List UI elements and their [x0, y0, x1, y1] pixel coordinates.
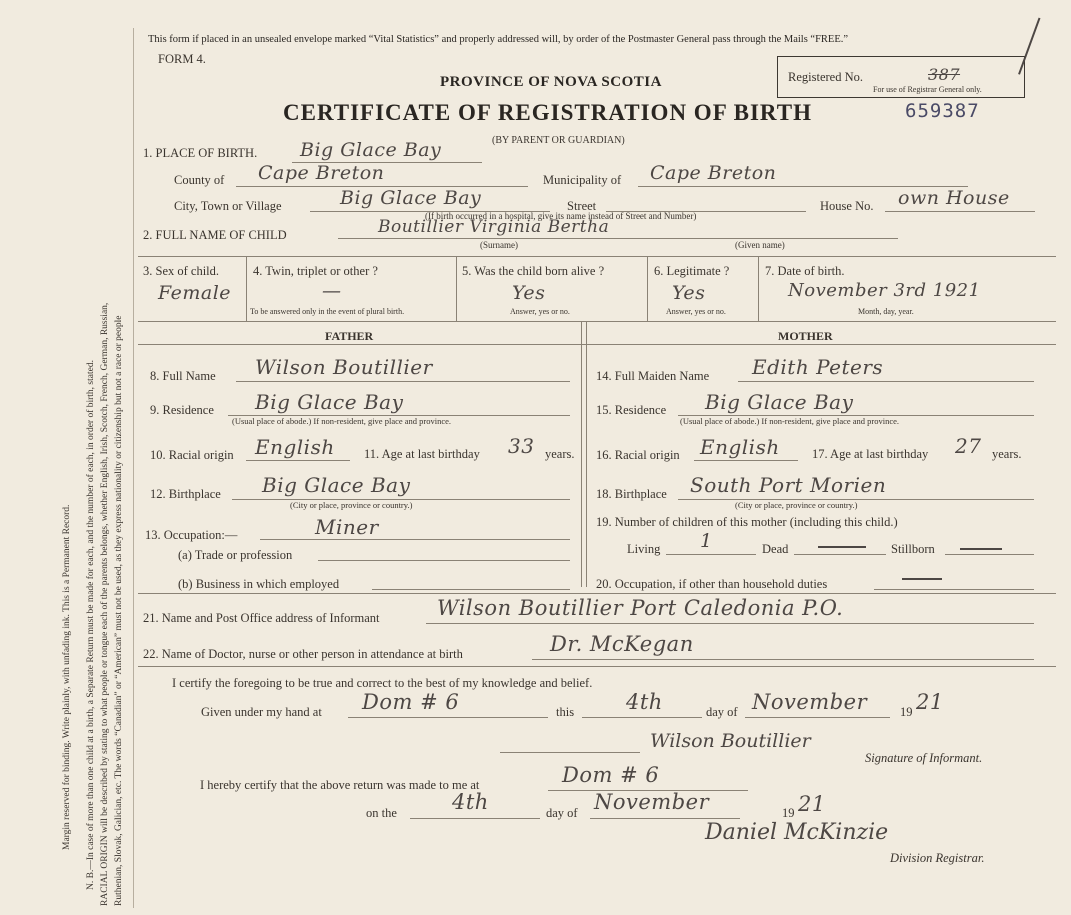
alive-note: Answer, yes or no. [510, 307, 570, 316]
registrar-year-prefix: 19 [782, 806, 795, 820]
father-occupation-value: Miner [315, 515, 379, 539]
stillborn-dash [960, 548, 1002, 550]
father-occupation-label: 13. Occupation:— [145, 528, 238, 542]
alive-label: 5. Was the child born alive ? [462, 264, 605, 278]
county-value: Cape Breton [258, 162, 385, 184]
registrar-month-line [590, 818, 740, 819]
this-label: this [556, 705, 575, 719]
province-heading: PROVINCE OF NOVA SCOTIA [440, 74, 662, 90]
mother-racial-line [694, 460, 798, 461]
doctor-label: 22. Name of Doctor, nurse or other person in attendance at birth [143, 647, 463, 661]
row3-top-rule [138, 256, 1056, 257]
date-of-birth-note: Month, day, year. [858, 307, 914, 316]
row3-divider [246, 256, 247, 321]
binding-margin [0, 0, 138, 915]
registered-note: For use of Registrar General only. [873, 85, 982, 94]
row3-divider [647, 256, 648, 321]
mother-residence-note: (Usual place of abode.) If non-resident, give place and province. [680, 416, 900, 426]
house-value: own House [898, 187, 1010, 209]
father-name-value: Wilson Boutillier [255, 355, 433, 379]
margin-line-3: RACIAL ORIGIN will be described by stating to what people or tongue each of the parents belongs, whether English, Irish, Scotch, French, German, Russian, [100, 302, 110, 906]
mother-name-value: Edith Peters [752, 355, 884, 379]
page-title: CERTIFICATE OF REGISTRATION OF BIRTH [283, 100, 812, 125]
city-value: Big Glace Bay [340, 187, 482, 209]
father-residence-value: Big Glace Bay [255, 390, 404, 414]
row3-divider [456, 256, 457, 321]
living-value: 1 [700, 530, 713, 552]
registrar-signature: Daniel McKinzie [705, 820, 889, 845]
mother-occupation-label: 20. Occupation, if other than household duties [596, 577, 828, 591]
mother-years-label: years. [992, 447, 1022, 461]
twin-label: 4. Twin, triplet or other ? [253, 264, 378, 278]
registrar-on-the-label: on the [366, 806, 397, 820]
stillborn-line [945, 554, 1034, 555]
street-label: Street [567, 199, 597, 213]
margin-line-1: Margin reserved for binding. Write plainly, with unfading ink. This is a Permanent Record. [62, 504, 72, 850]
registrar-month-value: November [594, 790, 710, 814]
given-at-line [348, 717, 548, 718]
father-birthplace-label: 12. Birthplace [150, 487, 221, 501]
given-year-prefix: 19 [900, 705, 913, 719]
registrar-day-value: 4th [452, 790, 489, 814]
alive-value: Yes [512, 282, 546, 304]
informant-address-value: Wilson Boutillier Port Caledonia P.O. [437, 596, 844, 620]
child-name-value: Boutillier Virginia Bertha [378, 217, 610, 237]
house-line [885, 211, 1035, 212]
place-of-birth-label: 1. PLACE OF BIRTH. [143, 146, 258, 160]
form-number: FORM 4. [158, 52, 206, 66]
doctor-value: Dr. McKegan [550, 632, 694, 656]
father-heading: FATHER [325, 329, 374, 343]
legitimate-note: Answer, yes or no. [666, 307, 726, 316]
place-of-birth-value: Big Glace Bay [300, 139, 442, 161]
margin-rule [133, 28, 134, 908]
business-label: (b) Business in which employed [178, 577, 340, 591]
living-label: Living [627, 542, 661, 556]
father-racial-value: English [255, 435, 335, 459]
father-years-label: years. [545, 447, 575, 461]
date-of-birth-label: 7. Date of birth. [765, 264, 845, 278]
mail-notice: This form if placed in an unsealed envelope marked “Vital Statistics” and properly addressed will, by order of the Postmaster General pass through the Mails “FREE.” [148, 34, 849, 45]
informant-signature: Wilson Boutillier [650, 730, 811, 752]
row3-divider [758, 256, 759, 321]
surname-caption: (Surname) [480, 240, 518, 250]
certification-top-rule [138, 666, 1056, 667]
mother-name-label: 14. Full Maiden Name [596, 369, 710, 383]
registrar-day-line [410, 818, 540, 819]
registrar-place-value: Dom # 6 [562, 763, 660, 787]
child-name-line [338, 238, 898, 239]
sex-label: 3. Sex of child. [143, 264, 220, 278]
certificate-number: 659387 [905, 100, 980, 122]
municipality-label: Municipality of [543, 173, 622, 187]
given-day-line [582, 717, 702, 718]
mother-heading: MOTHER [778, 329, 833, 343]
given-month-line [745, 717, 890, 718]
doctor-line [532, 659, 1034, 660]
certify-statement: I certify the foregoing to be true and correct to the best of my knowledge and belief. [172, 676, 593, 690]
dead-line [794, 554, 886, 555]
given-at-value: Dom # 6 [362, 690, 460, 714]
father-age-value: 33 [508, 434, 535, 458]
twin-value: — [322, 280, 342, 302]
trade-label: (a) Trade or profession [178, 548, 293, 562]
legitimate-value: Yes [672, 282, 706, 304]
father-birthplace-note: (City or place, province or country.) [290, 500, 413, 510]
business-line [372, 589, 570, 590]
father-residence-note: (Usual place of abode.) If non-resident, give place and province. [232, 416, 452, 426]
page-subtitle: (BY PARENT OR GUARDIAN) [492, 135, 625, 146]
county-label: County of [174, 173, 225, 187]
mother-age-value: 27 [955, 434, 982, 458]
father-birthplace-value: Big Glace Bay [262, 473, 411, 497]
father-occupation-line [260, 539, 570, 540]
given-month-value: November [752, 690, 868, 714]
dead-label: Dead [762, 542, 789, 556]
mother-residence-label: 15. Residence [596, 403, 667, 417]
legitimate-label: 6. Legitimate ? [654, 264, 730, 278]
parents-heading-rule [138, 344, 1056, 345]
parents-divider [586, 322, 587, 587]
registrar-day-of-label: day of [546, 806, 578, 820]
registrar-signature-caption: Division Registrar. [890, 851, 985, 865]
informant-signature-caption: Signature of Informant. [865, 751, 983, 765]
dead-dash [818, 546, 866, 548]
mother-birthplace-value: South Port Morien [690, 473, 887, 497]
mother-name-line [738, 381, 1034, 382]
given-year-value: 21 [916, 690, 944, 714]
mother-age-label: 17. Age at last birthday [812, 447, 929, 461]
informant-address-label: 21. Name and Post Office address of Informant [143, 611, 380, 625]
given-day-value: 4th [626, 690, 663, 714]
sex-value: Female [158, 282, 232, 304]
father-name-line [236, 381, 570, 382]
date-of-birth-value: November 3rd 1921 [788, 280, 981, 301]
given-name-caption: (Given name) [735, 240, 785, 250]
registrar-year-value: 21 [798, 792, 826, 816]
mother-birthplace-label: 18. Birthplace [596, 487, 667, 501]
mother-occupation-line [874, 589, 1034, 590]
father-name-label: 8. Full Name [150, 369, 216, 383]
father-residence-label: 9. Residence [150, 403, 214, 417]
registered-value: 387 [928, 65, 961, 84]
twin-note: To be answered only in the event of plural birth. [250, 307, 405, 316]
check-mark [996, 9, 1041, 74]
informant-address-line [426, 623, 1034, 624]
registered-box [777, 56, 1025, 98]
informant-top-rule [138, 593, 1056, 594]
father-racial-line [246, 460, 350, 461]
house-label: House No. [820, 199, 874, 213]
child-name-label: 2. FULL NAME OF CHILD [143, 228, 287, 242]
margin-line-4: Ruthenian, Slovak, Galician, etc. The words “Canadian” or “American” must not be used, as they express nationality or citizenship but not a race or people [114, 315, 124, 906]
mother-birthplace-note: (City or place, province or country.) [735, 500, 858, 510]
blank-signature-line [500, 752, 640, 753]
registrar-certify-statement: I hereby certify that the above return was made to me at [200, 778, 480, 792]
given-at-label: Given under my hand at [201, 705, 322, 719]
hospital-note: (If birth occurred in a hospital, give its name instead of Street and Number) [425, 211, 697, 221]
living-line [666, 554, 756, 555]
mother-residence-value: Big Glace Bay [705, 390, 854, 414]
mother-occupation-dash [902, 578, 942, 580]
day-of-label: day of [706, 705, 738, 719]
municipality-value: Cape Breton [650, 162, 777, 184]
mother-racial-label: 16. Racial origin [596, 448, 680, 462]
parents-divider [581, 322, 582, 587]
city-label: City, Town or Village [174, 199, 282, 213]
margin-line-2: N. B.—In case of more than one child at a birth, a Separate Return must be made for each, and the number of each, in order of birth, stated. [86, 360, 96, 890]
father-racial-label: 10. Racial origin [150, 448, 234, 462]
row3-bottom-rule [138, 321, 1056, 322]
trade-line [318, 560, 570, 561]
children-count-label: 19. Number of children of this mother (including this child.) [596, 515, 898, 529]
registered-label: Registered No. [788, 70, 863, 84]
father-age-label: 11. Age at last birthday [364, 447, 480, 461]
mother-racial-value: English [700, 435, 780, 459]
stillborn-label: Stillborn [891, 542, 935, 556]
